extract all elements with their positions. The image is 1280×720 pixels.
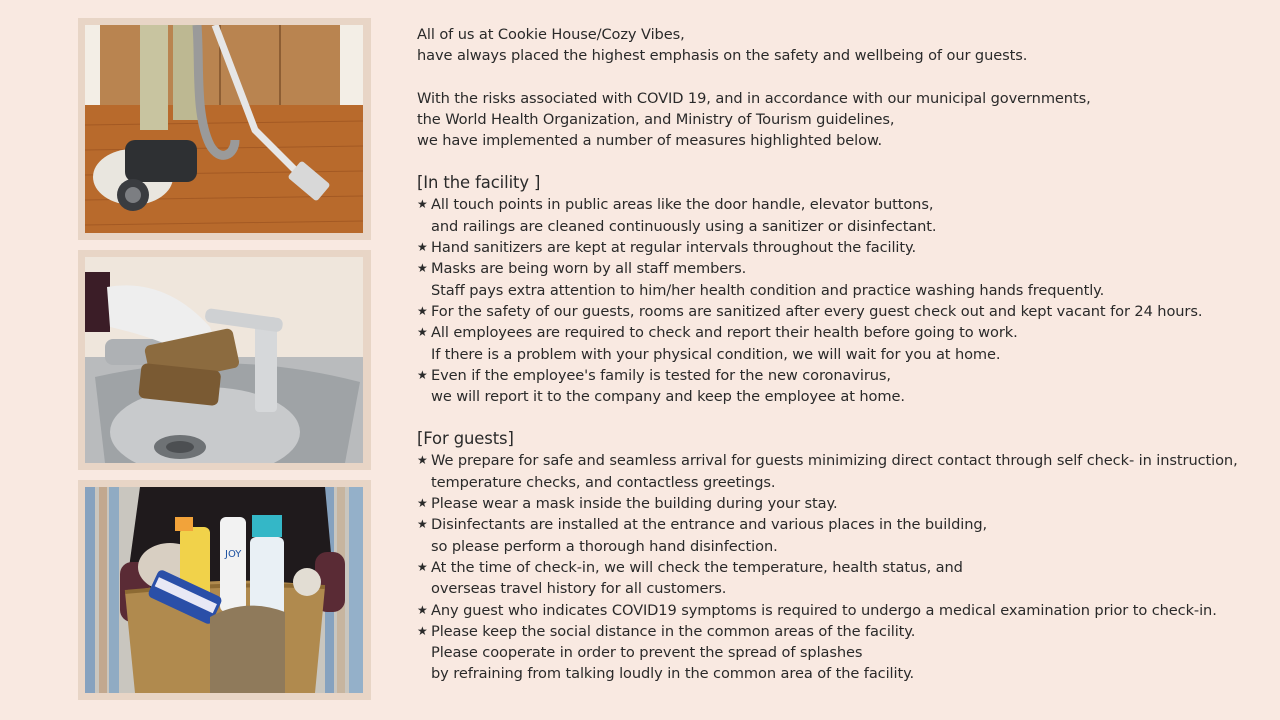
item-text: Please keep the social distance in the common areas of the facility. [431,622,916,640]
facility-section [417,172,1277,407]
star-icon: ★ [417,240,428,255]
list-item [417,237,1277,258]
list-item [417,301,1277,322]
item-text: Please cooperate in order to prevent the spread of splashes [431,644,863,662]
intro-line: have always placed the highest emphasis on the safety and wellbeing of our guests. [417,47,1028,65]
list-item [417,365,1277,408]
item-text: overseas travel history for all customers. [431,580,727,598]
item-text: and railings are cleaned continuously using a sanitizer or disinfectant. [431,217,937,235]
sink-cleaning-image [85,257,363,463]
context-line: we have implemented a number of measures highlighted below. [417,132,882,150]
list-item [417,322,1277,365]
item-text: All employees are required to check and report their health before going to work. [431,324,1018,342]
star-icon: ★ [417,197,428,212]
photo-cleaning-supplies [78,480,371,700]
guests-heading: [For guests] [417,429,514,449]
list-item [417,450,1277,493]
star-icon: ★ [417,623,428,638]
item-text: Even if the employee's family is tested for the new coronavirus, [431,366,891,384]
intro-line: All of us at Cookie House/Cozy Vibes, [417,26,685,43]
item-text: We prepare for safe and seamless arrival for guests minimizing direct contact through self check- in instruction, [431,452,1238,470]
item-text: Masks are being worn by all staff members. [431,260,747,278]
star-icon: ★ [417,559,428,574]
star-icon: ★ [417,602,428,617]
svg-text:JOY: JOY [225,549,242,560]
star-icon: ★ [417,453,428,468]
item-text: For the safety of our guests, rooms are sanitized after every guest check out and kept vacant for 24 hours. [431,302,1203,320]
star-icon: ★ [417,303,428,318]
list-item [417,258,1277,301]
star-icon: ★ [417,261,428,276]
star-icon: ★ [417,367,428,382]
item-text: Staff pays extra attention to him/her health condition and practice washing hands frequently. [431,281,1105,299]
item-text: Please wear a mask inside the building during your stay. [431,495,838,513]
covid-measures-text [417,24,1277,685]
context-line: the World Health Organization, and Ministry of Tourism guidelines, [417,110,895,128]
photo-sink-cleaning [78,250,371,470]
list-item [417,621,1277,685]
list-item [417,600,1277,621]
item-text: Hand sanitizers are kept at regular intervals throughout the facility. [431,239,916,257]
item-text: At the time of check-in, we will check the temperature, health status, and [431,558,963,576]
star-icon: ★ [417,517,428,532]
item-text: If there is a problem with your physical condition, we will wait for you at home. [431,345,1001,363]
list-item [417,493,1277,514]
vacuum-cleaning-image [85,25,363,233]
context-paragraph [417,88,1277,152]
item-text: by refraining from talking loudly in the common area of the facility. [431,665,915,683]
context-line: With the risks associated with COVID 19, and in accordance with our municipal governments, [417,89,1091,107]
guests-section [417,428,1277,684]
item-text: All touch points in public areas like the door handle, elevator buttons, [431,196,934,214]
cleaning-supplies-image [85,487,363,693]
list-item [417,194,1277,237]
star-icon: ★ [417,496,428,511]
item-text: Any guest who indicates COVID19 symptoms is required to undergo a medical examination prior to check-in. [431,601,1217,619]
item-text: temperature checks, and contactless greetings. [431,473,776,491]
item-text: we will report it to the company and keep the employee at home. [431,388,905,406]
intro-paragraph [417,24,1277,67]
photo-vacuum-cleaning [78,18,371,240]
list-item [417,514,1277,557]
facility-heading: [In the facility ] [417,173,541,193]
list-item [417,557,1277,600]
star-icon: ★ [417,325,428,340]
item-text: so please perform a thorough hand disinfection. [431,537,778,555]
item-text: Disinfectants are installed at the entrance and various places in the building, [431,516,988,534]
